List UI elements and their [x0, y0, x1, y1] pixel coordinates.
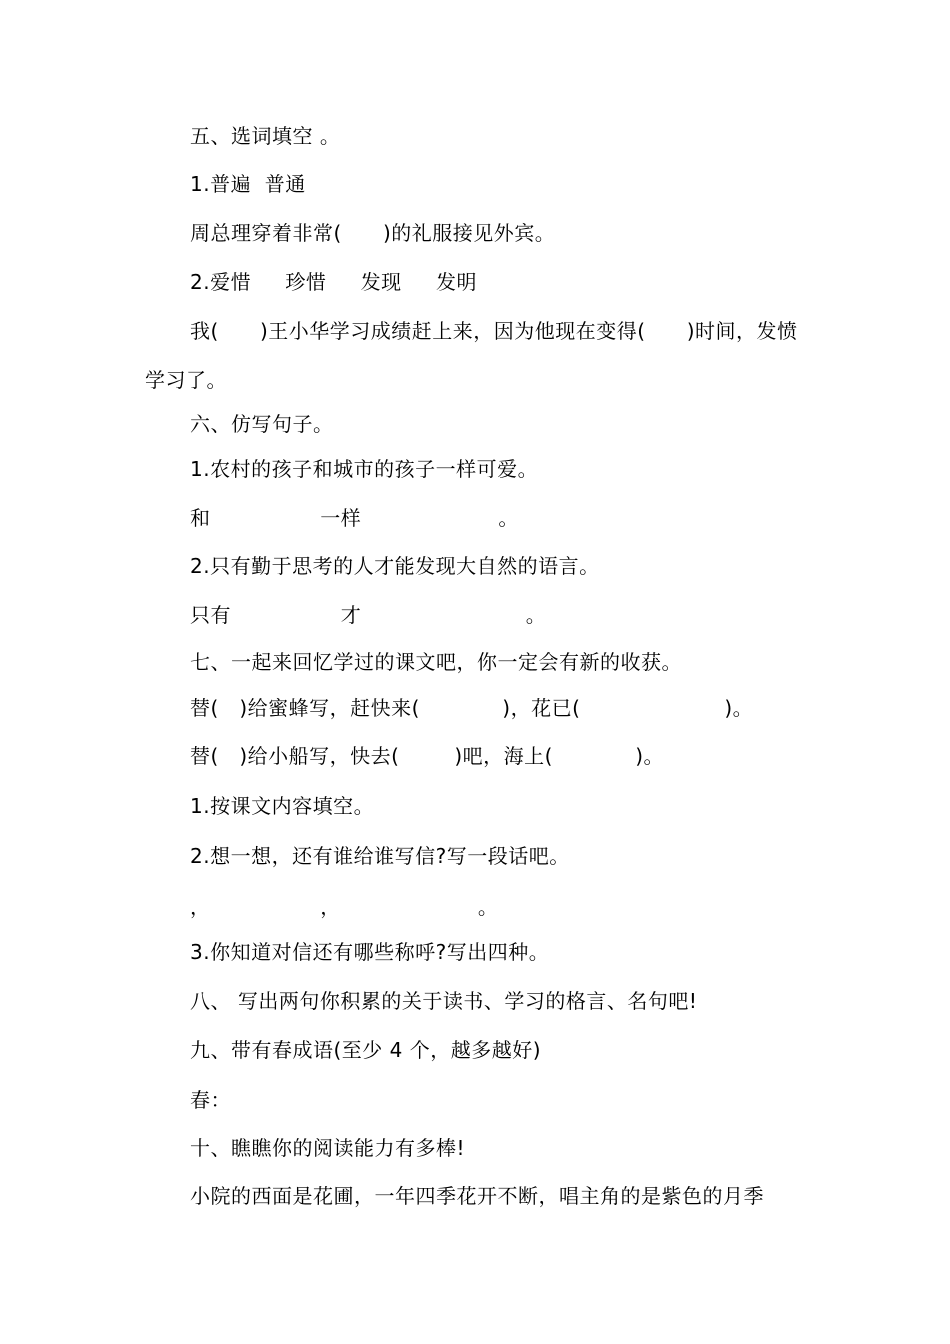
- question-7-2: 2.想一想，还有谁给谁写信?写一段话吧。: [190, 844, 570, 868]
- section-5-heading: 五、选词填空 。: [190, 124, 341, 148]
- section-10-passage: 小院的西面是花圃，一年四季花开不断，唱主角的是紫色的月季: [190, 1184, 764, 1208]
- question-7-2-blank: ， ， 。: [190, 895, 499, 919]
- section-7-line-bee: 替( )给蜜蜂写，赶快来( )，花已( )。: [190, 696, 754, 720]
- section-10-heading: 十、瞧瞧你的阅读能力有多棒!: [190, 1136, 466, 1160]
- section-9-heading: 九、带有春成语(至少 4 个，越多越好): [190, 1038, 542, 1062]
- question-6-2-example: 2.只有勤于思考的人才能发现大自然的语言。: [190, 554, 600, 578]
- question-5-2-options: 2.爱惜 珍惜 发现 发明: [190, 270, 477, 294]
- section-8-heading: 八、 写出两句你积累的关于读书、学习的格言、名句吧!: [190, 989, 698, 1013]
- question-5-2-sentence-cont: 学习了。: [145, 368, 227, 392]
- question-7-1: 1.按课文内容填空。: [190, 794, 375, 818]
- question-5-1-sentence: 周总理穿着非常( )的礼服接见外宾。: [190, 221, 556, 245]
- section-7-line-boat: 替( )给小船写，快去( )吧，海上( )。: [190, 744, 665, 768]
- question-5-1-options: 1.普遍 普通: [190, 172, 306, 196]
- section-6-heading: 六、仿写句子。: [190, 412, 334, 436]
- question-5-2-sentence: 我( )王小华学习成绩赶上来，因为他现在变得( )时间，发愤: [190, 319, 798, 343]
- question-6-1-example: 1.农村的孩子和城市的孩子一样可爱。: [190, 457, 539, 481]
- section-9-answer-label: 春：: [190, 1088, 231, 1112]
- question-6-1-blank: 和 一样 。: [190, 506, 519, 530]
- question-7-3: 3.你知道对信还有哪些称呼?写出四种。: [190, 940, 550, 964]
- section-7-heading: 七、一起来回忆学过的课文吧，你一定会有新的收获。: [190, 650, 682, 674]
- question-6-2-blank: 只有 才 。: [190, 603, 547, 627]
